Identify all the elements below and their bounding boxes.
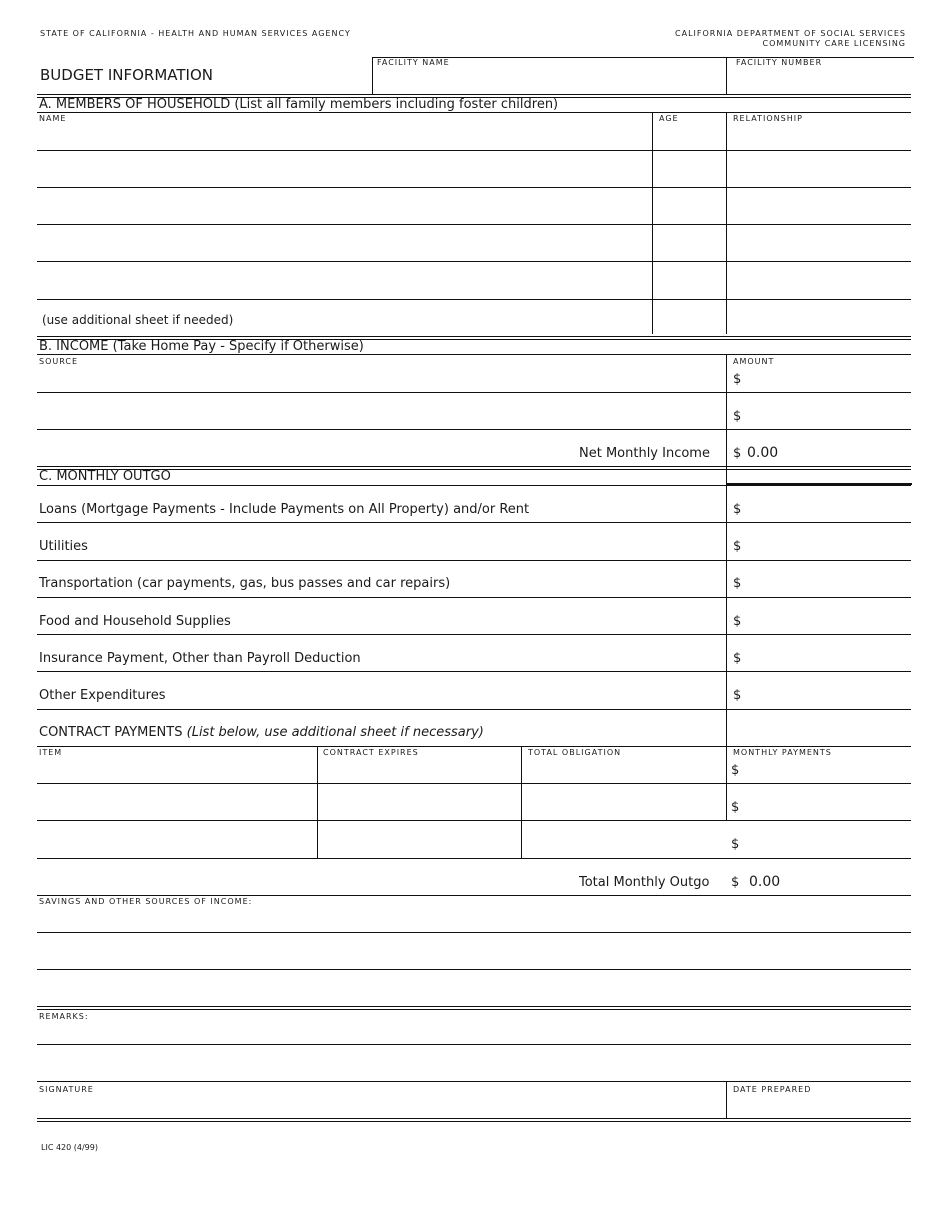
currency-symbol: $	[733, 372, 742, 387]
divider	[37, 429, 911, 430]
member-age-input[interactable]	[654, 303, 724, 333]
currency-symbol: $	[733, 502, 742, 517]
household-heading: A. MEMBERS OF HOUSEHOLD (List all family members including foster children)	[39, 97, 559, 112]
contract-item-input[interactable]	[39, 825, 315, 855]
savings-input[interactable]	[39, 903, 909, 933]
income-heading: B. INCOME (Take Home Pay - Specify if Otherwise)	[39, 339, 364, 354]
member-name-input[interactable]	[39, 230, 649, 260]
department-name: CALIFORNIA DEPARTMENT OF SOCIAL SERVICES	[675, 29, 906, 38]
outgo-heading: C. MONTHLY OUTGO	[39, 469, 171, 484]
currency-symbol: $	[733, 688, 742, 703]
member-name-input[interactable]	[39, 120, 649, 150]
remarks-input[interactable]	[39, 1014, 909, 1044]
divider	[37, 709, 911, 710]
outgo-loans-input[interactable]	[744, 492, 909, 522]
col-relationship-label: RELATIONSHIP	[733, 114, 803, 123]
page-title: BUDGET INFORMATION	[40, 66, 214, 84]
member-age-input[interactable]	[654, 230, 724, 260]
divider	[37, 932, 911, 933]
divider	[37, 820, 911, 821]
income-amount-input[interactable]	[744, 398, 909, 428]
divider	[726, 57, 727, 94]
divider	[37, 150, 911, 151]
divider	[652, 112, 653, 334]
outgo-item-utilities: Utilities	[39, 539, 88, 554]
outgo-transportation-input[interactable]	[744, 566, 909, 596]
facility-name-label: FACILITY NAME	[377, 58, 450, 67]
outgo-other-input[interactable]	[744, 678, 909, 708]
outgo-utilities-input[interactable]	[744, 529, 909, 559]
outgo-item-transportation: Transportation (car payments, gas, bus passes and car repairs)	[39, 576, 451, 591]
divider	[37, 466, 911, 467]
col-expires-label: CONTRACT EXPIRES	[323, 748, 419, 757]
date-prepared-label: DATE PREPARED	[733, 1085, 812, 1094]
divider	[37, 1009, 911, 1010]
divider	[37, 1118, 911, 1119]
remarks-label: REMARKS:	[39, 1012, 89, 1021]
col-item-label: ITEM	[39, 748, 63, 757]
member-age-input[interactable]	[654, 267, 724, 297]
divider	[726, 354, 727, 467]
facility-name-input[interactable]	[374, 66, 724, 92]
facility-number-input[interactable]	[728, 66, 910, 92]
contract-payments-heading	[39, 725, 484, 740]
contract-expires-input[interactable]	[319, 788, 519, 818]
currency-symbol: $	[733, 614, 742, 629]
currency-symbol: $	[731, 875, 740, 890]
divider	[726, 467, 727, 747]
signature-label: SIGNATURE	[39, 1085, 94, 1094]
member-relationship-input[interactable]	[728, 303, 910, 333]
form-number: LIC 420 (4/99)	[41, 1143, 98, 1152]
currency-symbol: $	[733, 446, 742, 461]
outgo-item-food: Food and Household Supplies	[39, 614, 231, 629]
net-income-value: 0.00	[747, 445, 779, 461]
outgo-item-other: Other Expenditures	[39, 688, 166, 703]
contract-monthly-input[interactable]	[744, 825, 909, 855]
divider	[317, 746, 318, 858]
divider	[37, 522, 911, 523]
contract-obligation-input[interactable]	[523, 788, 724, 818]
contract-heading-note: (List below, use additional sheet if necessary)	[186, 725, 484, 740]
total-outgo-label: Total Monthly Outgo	[579, 875, 710, 890]
savings-input[interactable]	[39, 975, 909, 1005]
divider	[37, 671, 911, 672]
divider	[37, 261, 911, 262]
currency-symbol: $	[731, 763, 740, 778]
divider	[37, 1081, 911, 1082]
currency-symbol: $	[733, 539, 742, 554]
divider	[37, 1044, 911, 1045]
contract-monthly-input[interactable]	[744, 788, 909, 818]
net-income-label: Net Monthly Income	[579, 446, 710, 461]
member-relationship-input[interactable]	[728, 193, 910, 223]
col-amount-label: AMOUNT	[733, 357, 775, 366]
member-relationship-input[interactable]	[728, 267, 910, 297]
date-prepared-input[interactable]	[728, 1090, 910, 1116]
contract-item-input[interactable]	[39, 788, 315, 818]
contract-expires-input[interactable]	[319, 825, 519, 855]
divider	[37, 1006, 911, 1007]
divider	[37, 94, 911, 95]
divider	[37, 969, 911, 970]
agency-name: STATE OF CALIFORNIA - HEALTH AND HUMAN SERVICES AGENCY	[40, 29, 351, 38]
contract-obligation-input[interactable]	[523, 754, 724, 784]
program-name: COMMUNITY CARE LICENSING	[762, 39, 906, 48]
currency-symbol: $	[733, 651, 742, 666]
member-relationship-input[interactable]	[728, 120, 910, 150]
contract-obligation-input[interactable]	[523, 825, 724, 855]
outgo-item-loans: Loans (Mortgage Payments - Include Payments on All Property) and/or Rent	[39, 502, 530, 517]
income-source-input[interactable]	[39, 362, 723, 392]
col-obligation-label: TOTAL OBLIGATION	[528, 748, 622, 757]
signature-input[interactable]	[39, 1090, 723, 1116]
divider	[37, 560, 911, 561]
member-relationship-input[interactable]	[728, 156, 910, 186]
col-name-label: NAME	[39, 114, 67, 123]
divider	[37, 224, 911, 225]
divider	[37, 112, 911, 113]
member-age-input[interactable]	[654, 156, 724, 186]
member-name-input[interactable]	[39, 193, 649, 223]
outgo-food-input[interactable]	[744, 604, 909, 634]
divider	[37, 354, 911, 355]
divider	[37, 299, 911, 300]
currency-symbol: $	[733, 576, 742, 591]
member-name-input[interactable]	[39, 267, 649, 297]
member-name-input[interactable]	[39, 156, 649, 186]
outgo-item-insurance: Insurance Payment, Other than Payroll Deduction	[39, 651, 361, 666]
divider	[37, 746, 911, 747]
divider	[37, 336, 911, 337]
divider	[37, 597, 911, 598]
total-outgo-value: 0.00	[749, 874, 781, 890]
member-age-input[interactable]	[654, 193, 724, 223]
divider	[37, 1121, 911, 1122]
contract-item-input[interactable]	[39, 754, 315, 784]
currency-symbol: $	[731, 837, 740, 852]
household-note: (use additional sheet if needed)	[42, 313, 234, 327]
currency-symbol: $	[733, 409, 742, 424]
divider	[37, 858, 911, 859]
outgo-insurance-input[interactable]	[744, 641, 909, 671]
income-source-input[interactable]	[39, 398, 723, 428]
divider	[37, 634, 911, 635]
divider	[521, 746, 522, 858]
col-monthly-label: MONTHLY PAYMENTS	[733, 748, 832, 757]
facility-number-label: FACILITY NUMBER	[736, 58, 823, 67]
divider	[37, 485, 911, 486]
divider	[37, 187, 911, 188]
contract-expires-input[interactable]	[319, 754, 519, 784]
divider	[726, 1081, 727, 1118]
savings-input[interactable]	[39, 938, 909, 968]
contract-monthly-input[interactable]	[744, 754, 909, 784]
col-source-label: SOURCE	[39, 357, 79, 366]
remarks-input[interactable]	[39, 1049, 909, 1079]
member-relationship-input[interactable]	[728, 230, 910, 260]
divider	[37, 895, 911, 896]
col-age-label: AGE	[659, 114, 679, 123]
contract-heading-text: CONTRACT PAYMENTS	[39, 725, 183, 740]
divider	[726, 112, 727, 334]
savings-label: SAVINGS AND OTHER SOURCES OF INCOME:	[39, 897, 253, 906]
currency-symbol: $	[731, 800, 740, 815]
income-amount-input[interactable]	[744, 362, 909, 392]
member-age-input[interactable]	[654, 120, 724, 150]
divider	[37, 392, 911, 393]
